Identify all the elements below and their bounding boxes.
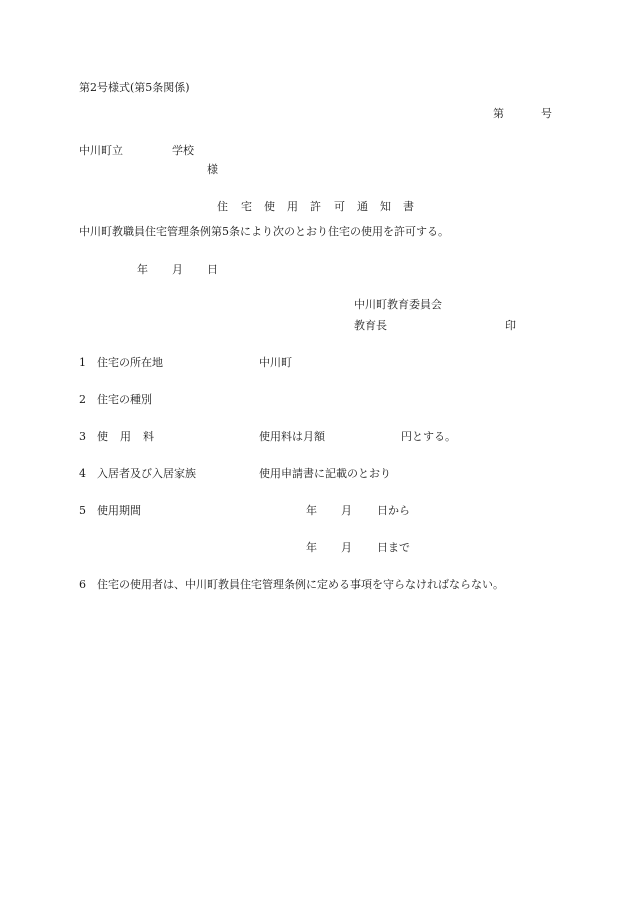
period-to-month: 月 xyxy=(341,541,352,554)
date-day: 日 xyxy=(207,263,218,276)
form-heading: 第2号様式(第5条関係) xyxy=(79,81,190,94)
title-char: 可 xyxy=(334,200,345,213)
item-label: 入居者及び入居家族 xyxy=(97,467,196,480)
item-label: 住宅の種別 xyxy=(97,393,152,406)
date-year: 年 xyxy=(137,263,148,276)
title-char: 住 xyxy=(217,200,228,213)
item-number: 6 xyxy=(79,578,86,591)
period-from-month: 月 xyxy=(341,504,352,517)
recipient-school: 学校 xyxy=(172,144,194,157)
title-char: 使 xyxy=(264,200,275,213)
item-number: 5 xyxy=(79,504,86,517)
issuer-title: 教育長 xyxy=(354,319,387,332)
title-char: 知 xyxy=(380,200,391,213)
item-number: 1 xyxy=(79,356,86,369)
date-month: 月 xyxy=(172,263,183,276)
period-from-day: 日から xyxy=(377,504,410,517)
recipient-town: 中川町立 xyxy=(79,144,123,157)
intro-text: 中川町教職員住宅管理条例第5条により次のとおり住宅の使用を許可する。 xyxy=(79,225,449,238)
number-prefix: 第 xyxy=(493,107,504,120)
item-value-prefix: 使用料は月額 xyxy=(259,430,325,443)
item-label-char: 用 xyxy=(120,430,131,443)
period-from-year: 年 xyxy=(306,504,317,517)
title-char: 書 xyxy=(403,200,414,213)
item-number: 3 xyxy=(79,430,86,443)
recipient-honorific: 様 xyxy=(207,163,218,176)
title-char: 許 xyxy=(310,200,321,213)
item-label-char: 料 xyxy=(143,430,154,443)
period-to-day: 日まで xyxy=(377,541,410,554)
title-char: 用 xyxy=(287,200,298,213)
issuer-org: 中川町教育委員会 xyxy=(354,298,442,311)
item-number: 2 xyxy=(79,393,86,406)
item-value: 使用申請書に記載のとおり xyxy=(259,467,391,480)
seal-mark: 印 xyxy=(505,319,516,332)
item-number: 4 xyxy=(79,467,86,480)
item-label-char: 使 xyxy=(97,430,108,443)
item-text: 住宅の使用者は、中川町教員住宅管理条例に定める事項を守らなければならない。 xyxy=(97,578,504,591)
number-suffix: 号 xyxy=(541,107,552,120)
title-char: 通 xyxy=(357,200,368,213)
item-value: 中川町 xyxy=(259,356,292,369)
item-label: 使用期間 xyxy=(97,504,141,517)
period-to-year: 年 xyxy=(306,541,317,554)
title-char: 宅 xyxy=(241,200,252,213)
item-label: 住宅の所在地 xyxy=(97,356,163,369)
item-value-suffix: 円とする。 xyxy=(401,430,456,443)
